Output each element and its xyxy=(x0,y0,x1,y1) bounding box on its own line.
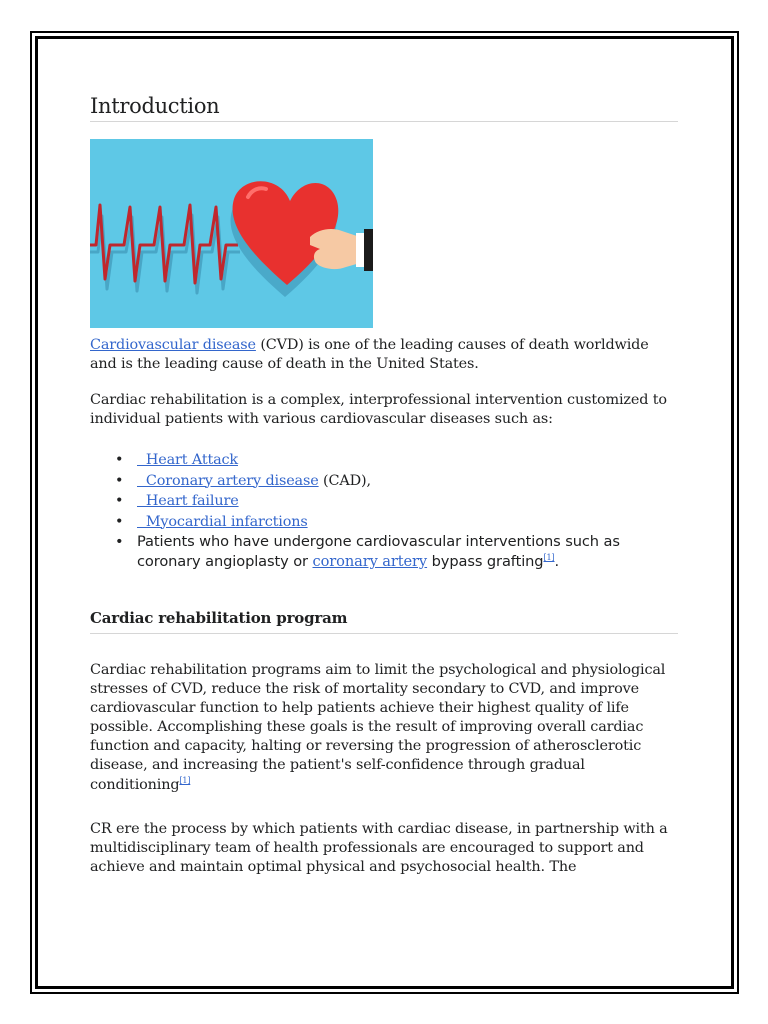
paragraph-cvd xyxy=(90,336,678,374)
section-heading-rehab-program: Cardiac rehabilitation program xyxy=(90,609,678,634)
paragraph-rehab-goals-text: Cardiac rehabilitation programs aim to limit the psychological and physiological stresses of CVD, reduce the risk of mortality secondary to CVD, and improve cardiovascular function to help patients achieve their highest quality of life possible. Accomplishing these goals is the result of improving overall cardiac function and capacity, halting or reversing the progression of atherosclerotic disease, and increasing the patient's self-confidence through gradual conditioning xyxy=(90,662,666,793)
link-myocardial-infarctions[interactable]: Myocardial infarctions xyxy=(137,513,308,530)
list-item: • Myocardial infarctions xyxy=(115,513,308,530)
list-item: • Heart Attack xyxy=(115,452,238,468)
disease-list xyxy=(90,450,678,572)
document-body xyxy=(90,90,678,878)
list-item: • Coronary artery disease (CAD), xyxy=(115,472,371,489)
heart-ecg-icon xyxy=(90,139,373,328)
link-coronary-artery[interactable]: coronary artery xyxy=(312,553,428,570)
paragraph-cr-process: CR ere the process by which patients with cardiac disease, in partnership with a multidisciplinary team of health professionals are encouraged to support and achieve and maintain optimal physical and psychosocial health. The xyxy=(90,820,668,876)
link-cardiovascular-disease[interactable]: Cardiovascular disease xyxy=(90,337,256,353)
reference-link[interactable]: [1] xyxy=(179,775,191,785)
list-item-text: Patients who have undergone cardiovascular interventions such as coronary angioplasty or xyxy=(137,533,620,570)
list-item-text: bypass grafting xyxy=(427,553,544,570)
list-item-text: (CAD), xyxy=(318,472,371,489)
heart-ecg-image xyxy=(90,139,373,328)
list-item: • Heart failure xyxy=(115,493,239,509)
introduction-heading: Introduction xyxy=(90,90,678,122)
paragraph-rehab-goals xyxy=(90,661,678,795)
list-item: • Patients who have undergone cardiovascular interventions such as coronary angioplasty or coronary artery bypass grafting[1]. xyxy=(115,533,620,570)
paragraph-cvd-text: (CVD) is one of the leading causes of death worldwide and is the leading cause of death in the United States. xyxy=(90,337,649,372)
list-item-text: . xyxy=(554,553,560,570)
link-coronary-artery-disease[interactable]: Coronary artery disease xyxy=(137,472,319,489)
link-heart-attack[interactable]: Heart Attack xyxy=(137,452,238,468)
link-heart-failure[interactable]: Heart failure xyxy=(137,493,239,509)
paragraph-cardiac-rehab: Cardiac rehabilitation is a complex, interprofessional intervention customized to individual patients with various cardiovascular diseases such as: xyxy=(90,392,667,427)
reference-link[interactable]: [1] xyxy=(543,553,555,563)
